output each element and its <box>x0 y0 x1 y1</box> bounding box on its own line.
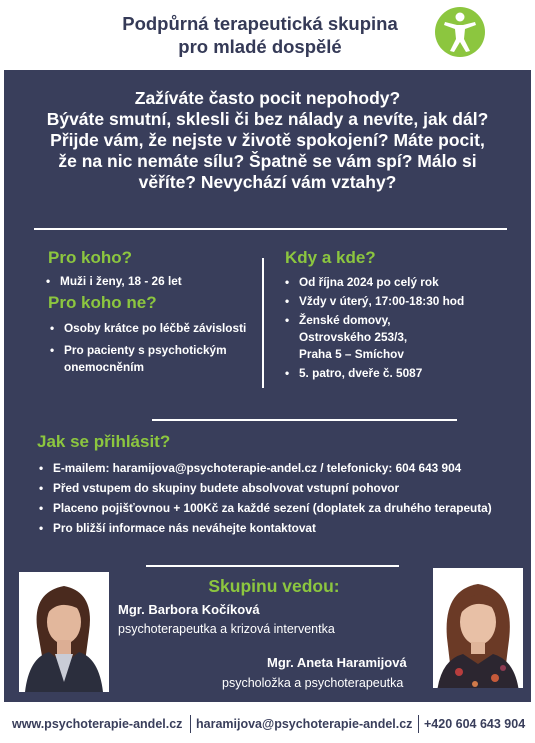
list-item: • Od října 2024 po celý rok <box>283 274 483 291</box>
list-item: • Pro pacienty s psychotickým onemocněním <box>48 342 253 376</box>
list-item: • E-mailem: haramijova@psychoterapie-andel.cz / telefonicky: 604 643 904 <box>37 460 517 477</box>
leader-2-name: Mgr. Aneta Haramijová <box>267 655 407 670</box>
intro-line: že na nic nemáte sílu? Špatně se vám spí? Málo si <box>58 151 477 171</box>
list-item: • Před vstupem do skupiny budete absolvovat vstupní pohovor <box>37 480 517 497</box>
signup-list <box>37 460 517 540</box>
leader-photo-1 <box>19 572 109 692</box>
signup-heading: Jak se přihlásit? <box>37 432 171 451</box>
divider <box>146 565 399 567</box>
for-whom-heading: Pro koho? <box>48 248 133 267</box>
title-line-2: pro mladé dospělé <box>178 36 342 57</box>
person-logo-icon <box>434 6 486 58</box>
leader-1-role: psychoterapeutka a krizová interventka <box>118 622 335 636</box>
intro-line: Přijde vám, že nejste v životě spokojení? Máte pocit, <box>50 130 485 150</box>
intro-text <box>14 88 521 193</box>
content-panel <box>4 70 531 702</box>
footer-phone[interactable]: +420 604 643 904 <box>424 717 526 731</box>
footer-separator <box>190 715 191 733</box>
footer-email[interactable]: haramijova@psychoterapie-andel.cz <box>196 717 413 731</box>
list-item: • Placeno pojišťovnou + 100Kč za každé sezení (doplatek za druhého terapeuta) <box>37 500 517 517</box>
intro-line: věříte? Nevychází vám vztahy? <box>138 172 397 192</box>
header <box>0 0 535 70</box>
leaders-heading: Skupinu vedou: <box>208 576 340 596</box>
page-title <box>70 12 450 58</box>
list-item: • Osoby krátce po léčbě závislosti <box>48 320 253 337</box>
list-item: • Ženské domovy, Ostrovského 253/3, Praha 5 – Smíchov <box>283 312 408 363</box>
leader-1-name: Mgr. Barbora Kočíková <box>118 602 260 617</box>
intro-line: Býváte smutní, sklesli či bez nálady a nevíte, jak dál? <box>46 109 489 129</box>
not-for-whom-heading: Pro koho ne? <box>48 293 157 312</box>
intro-line: Zažíváte často pocit nepohody? <box>134 88 401 108</box>
divider <box>34 228 507 230</box>
when-where-list <box>283 274 483 384</box>
title-line-1: Podpůrná terapeutická skupina <box>122 13 398 34</box>
list-item: • Pro bližší informace nás neváhejte kontaktovat <box>37 520 517 537</box>
for-whom-list <box>44 273 254 290</box>
footer-website[interactable]: www.psychoterapie-andel.cz <box>12 717 183 731</box>
footer <box>0 706 535 743</box>
vertical-divider <box>262 258 264 388</box>
list-item: • Vždy v úterý, 17:00-18:30 hod <box>283 293 483 310</box>
not-for-whom-list <box>48 320 253 381</box>
list-item: • 5. patro, dveře č. 5087 <box>283 365 483 382</box>
footer-separator <box>418 715 419 733</box>
leader-photo-2 <box>433 568 523 688</box>
list-item: • Muži i ženy, 18 - 26 let <box>44 273 254 290</box>
leader-2-role: psycholožka a psychoterapeutka <box>222 676 404 690</box>
divider <box>152 419 457 421</box>
when-where-heading: Kdy a kde? <box>285 248 376 267</box>
